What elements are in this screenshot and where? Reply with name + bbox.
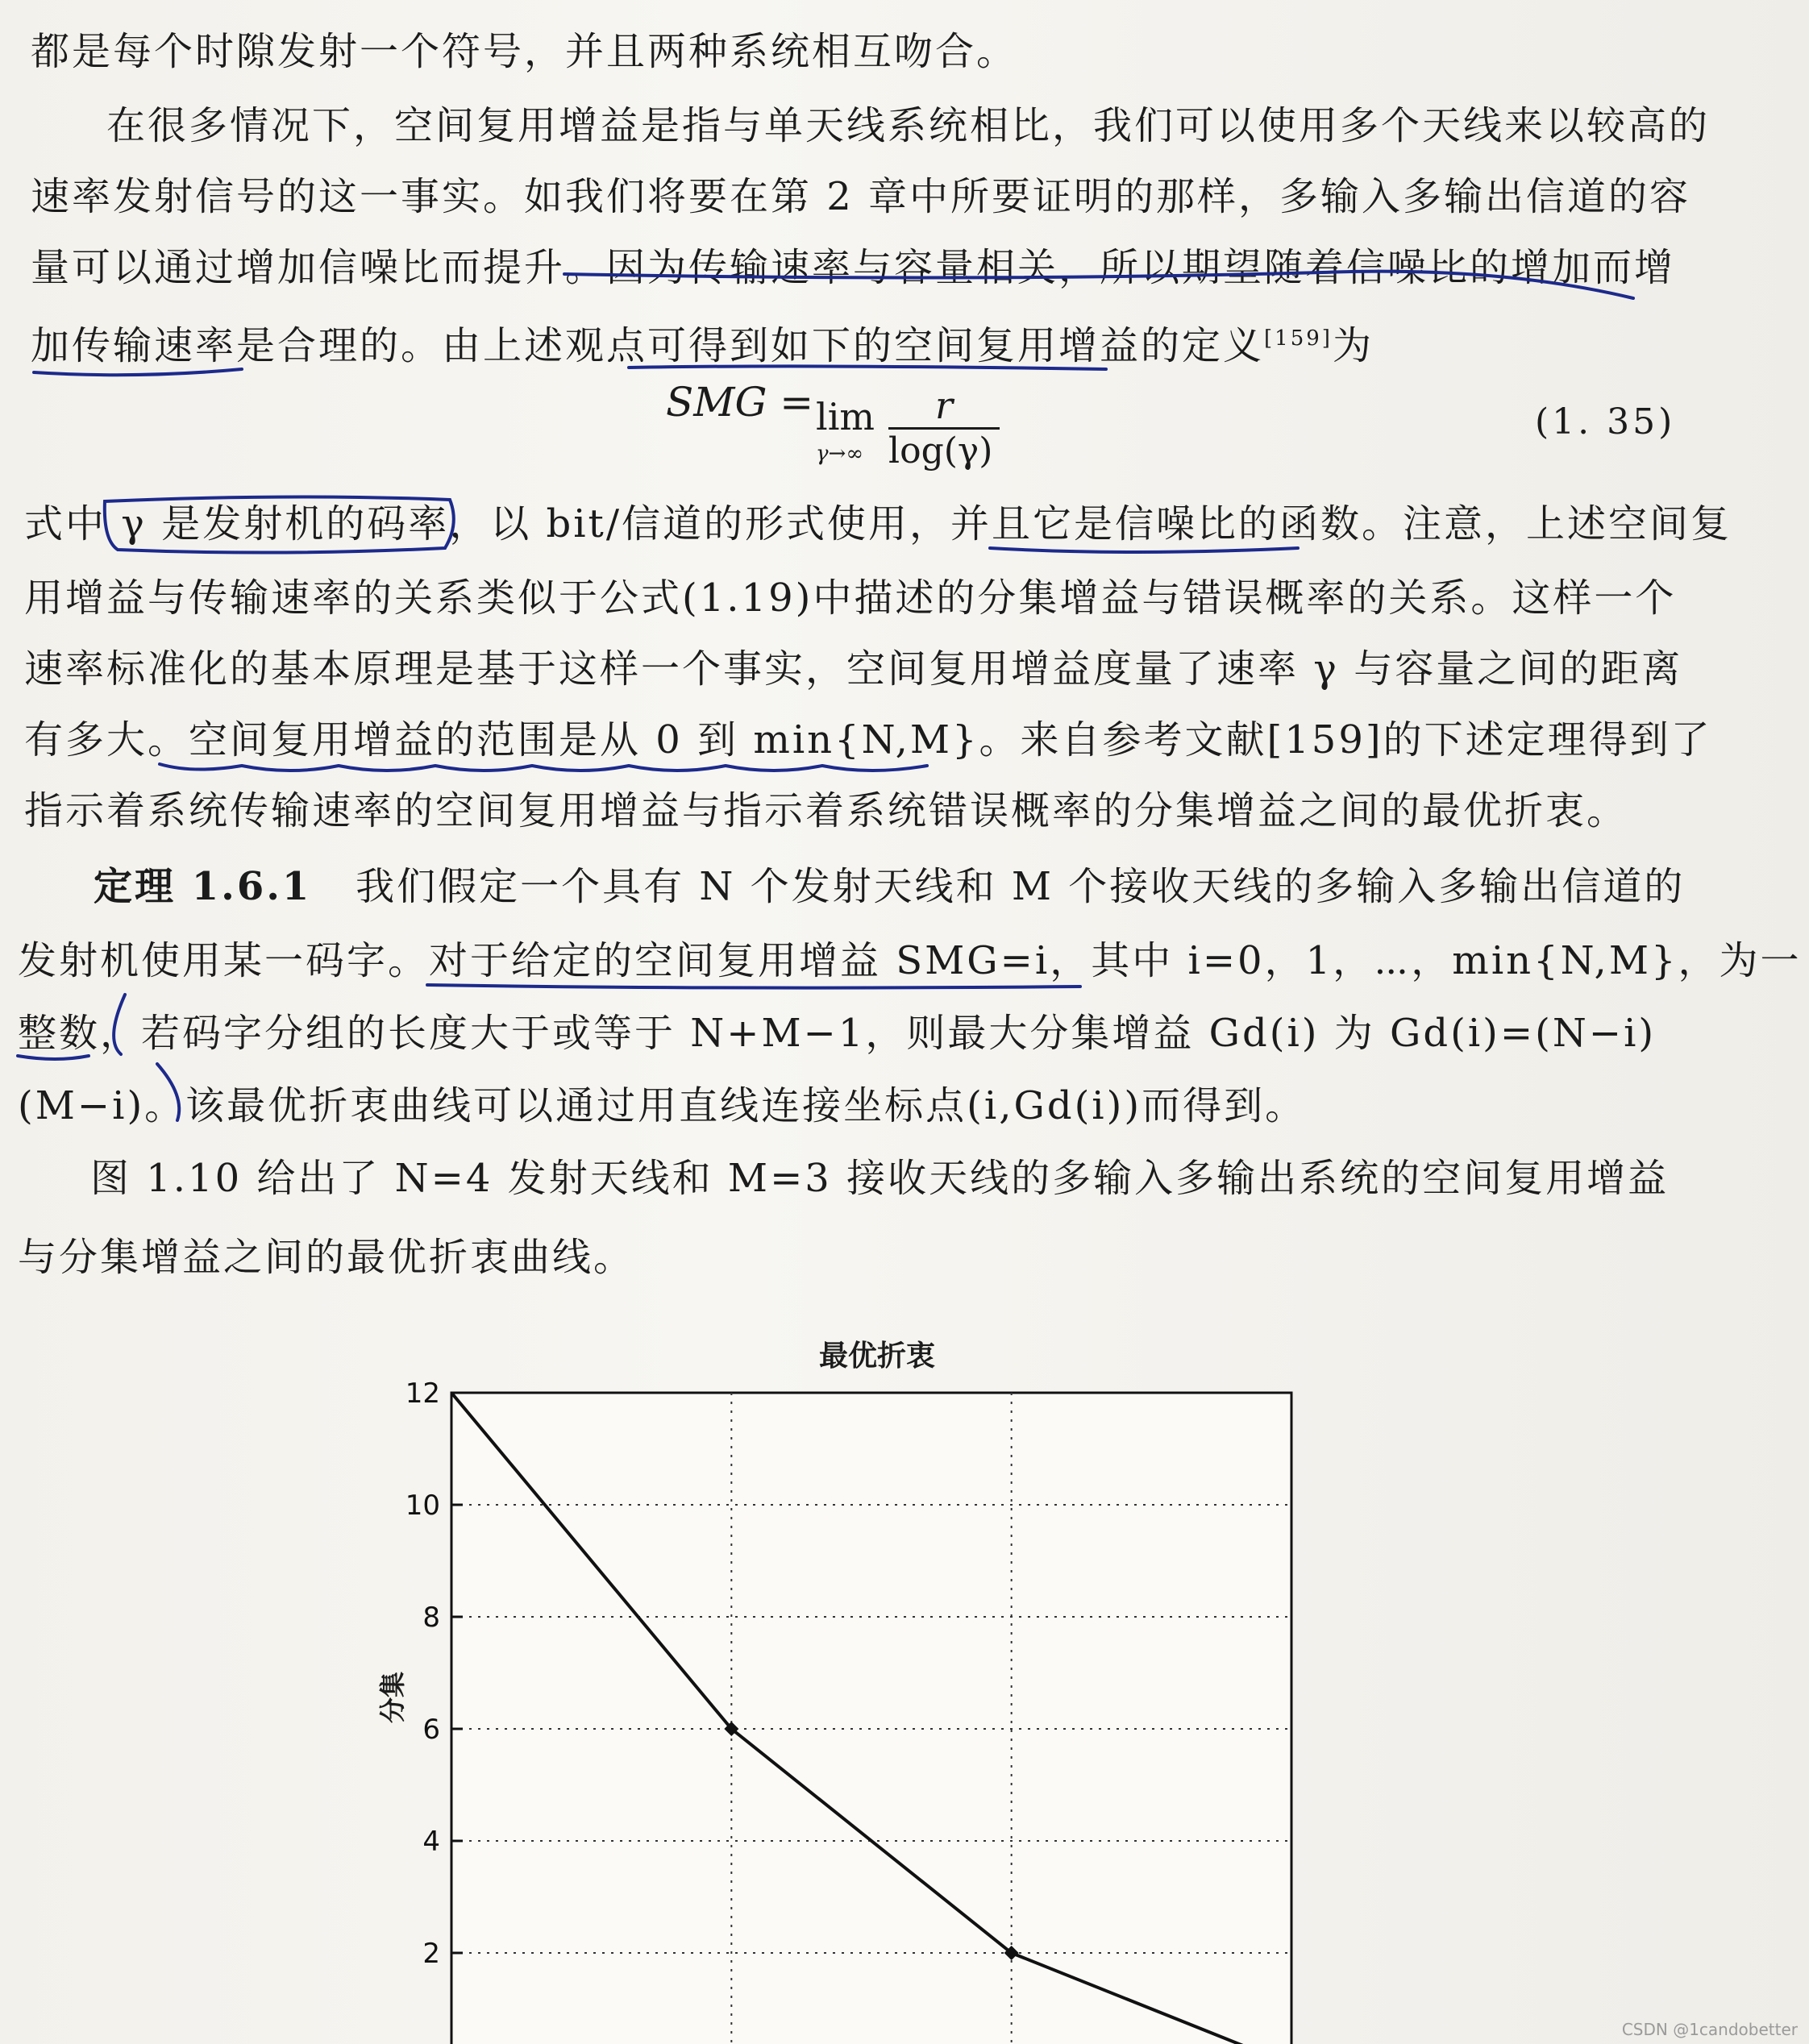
text-line-16: 与分集增益之间的最优折衷曲线。 [18,1235,635,1280]
y-tick-label: 4 [422,1826,440,1858]
equation-denominator: log(γ) [888,430,993,472]
text-line-5-end: 为 [1332,323,1374,368]
text-line-9: 有多大。空间复用增益的范围是从 0 到 min{N,M}。来自参考文献[159]的下述定理得到了 [24,717,1712,762]
theorem-body: 我们假定一个具有 N 个发射天线和 M 个接收天线的多输入多输出信道的 [356,864,1686,909]
text-line-14: (M−i)。该最优折衷曲线可以通过用直线连接坐标点(i,Gd(i))而得到。 [18,1083,1307,1128]
text-line-6: 式中 γ 是发射机的码率，以 bit/信道的形式使用，并且它是信噪比的函数。注意，上述空间复 [24,501,1732,546]
y-tick-label: 2 [422,1938,440,1970]
equation-lim: lim [816,395,875,438]
y-axis-label: 分集 [377,1671,408,1723]
y-tick-label: 12 [405,1377,440,1410]
text-line-12: 发射机使用某一码字。对于给定的空间复用增益 SMG=i，其中 i=0，1，⋯，min{N,M}，为一 [18,938,1802,983]
text-line-4: 量可以通过增加信噪比而提升。因为传输速率与容量相关，所以期望随着信噪比的增加而增 [31,245,1676,290]
text-line-2: 在很多情况下，空间复用增益是指与单天线系统相比，我们可以使用多个天线来以较高的 [106,103,1711,148]
text-line-8: 速率标准化的基本原理是基于这样一个事实，空间复用增益度量了速率 γ 与容量之间的距离 [24,646,1683,692]
text-line-13: 整数，若码字分组的长度大于或等于 N+M−1，则最大分集增益 Gd(i) 为 Gd(i)=(N−i) [18,1011,1657,1056]
text-line-7: 用增益与传输速率的关系类似于公式(1.19)中描述的分集增益与错误概率的关系。这样一个 [24,575,1677,621]
equation-number: (1. 35) [1535,401,1676,442]
citation-ref: [159] [1264,326,1333,351]
text-line-3: 速率发射信号的这一事实。如我们将要在第 2 章中所要证明的那样，多输入多输出信道的容 [31,174,1691,219]
text-line-1: 都是每个时隙发射一个符号，并且两种系统相互吻合。 [31,29,1018,74]
y-tick-label: 6 [422,1714,440,1746]
equation-lhs: SMG = [666,379,814,426]
text-line-15: 图 1.10 给出了 N=4 发射天线和 M=3 接收天线的多输入多输出系统的空间复用增益 [90,1156,1670,1201]
theorem-label: 定理 1.6.1 [94,864,312,909]
chart-title: 最优折衷 [819,1340,936,1373]
y-tick-label: 10 [405,1489,440,1522]
equation-numerator: r [935,384,953,427]
equation-lim-subscript: γ→∞ [816,442,863,466]
text-line-5-body: 加传输速率是合理的。由上述观点可得到如下的空间复用增益的定义 [31,323,1265,368]
y-tick-label: 8 [422,1602,440,1634]
watermark: CSDN @1candobetter [1621,2020,1798,2039]
plot-frame [451,1393,1291,2044]
text-line-10: 指示着系统传输速率的空间复用增益与指示着系统错误概率的分集增益之间的最优折衷。 [24,788,1628,833]
